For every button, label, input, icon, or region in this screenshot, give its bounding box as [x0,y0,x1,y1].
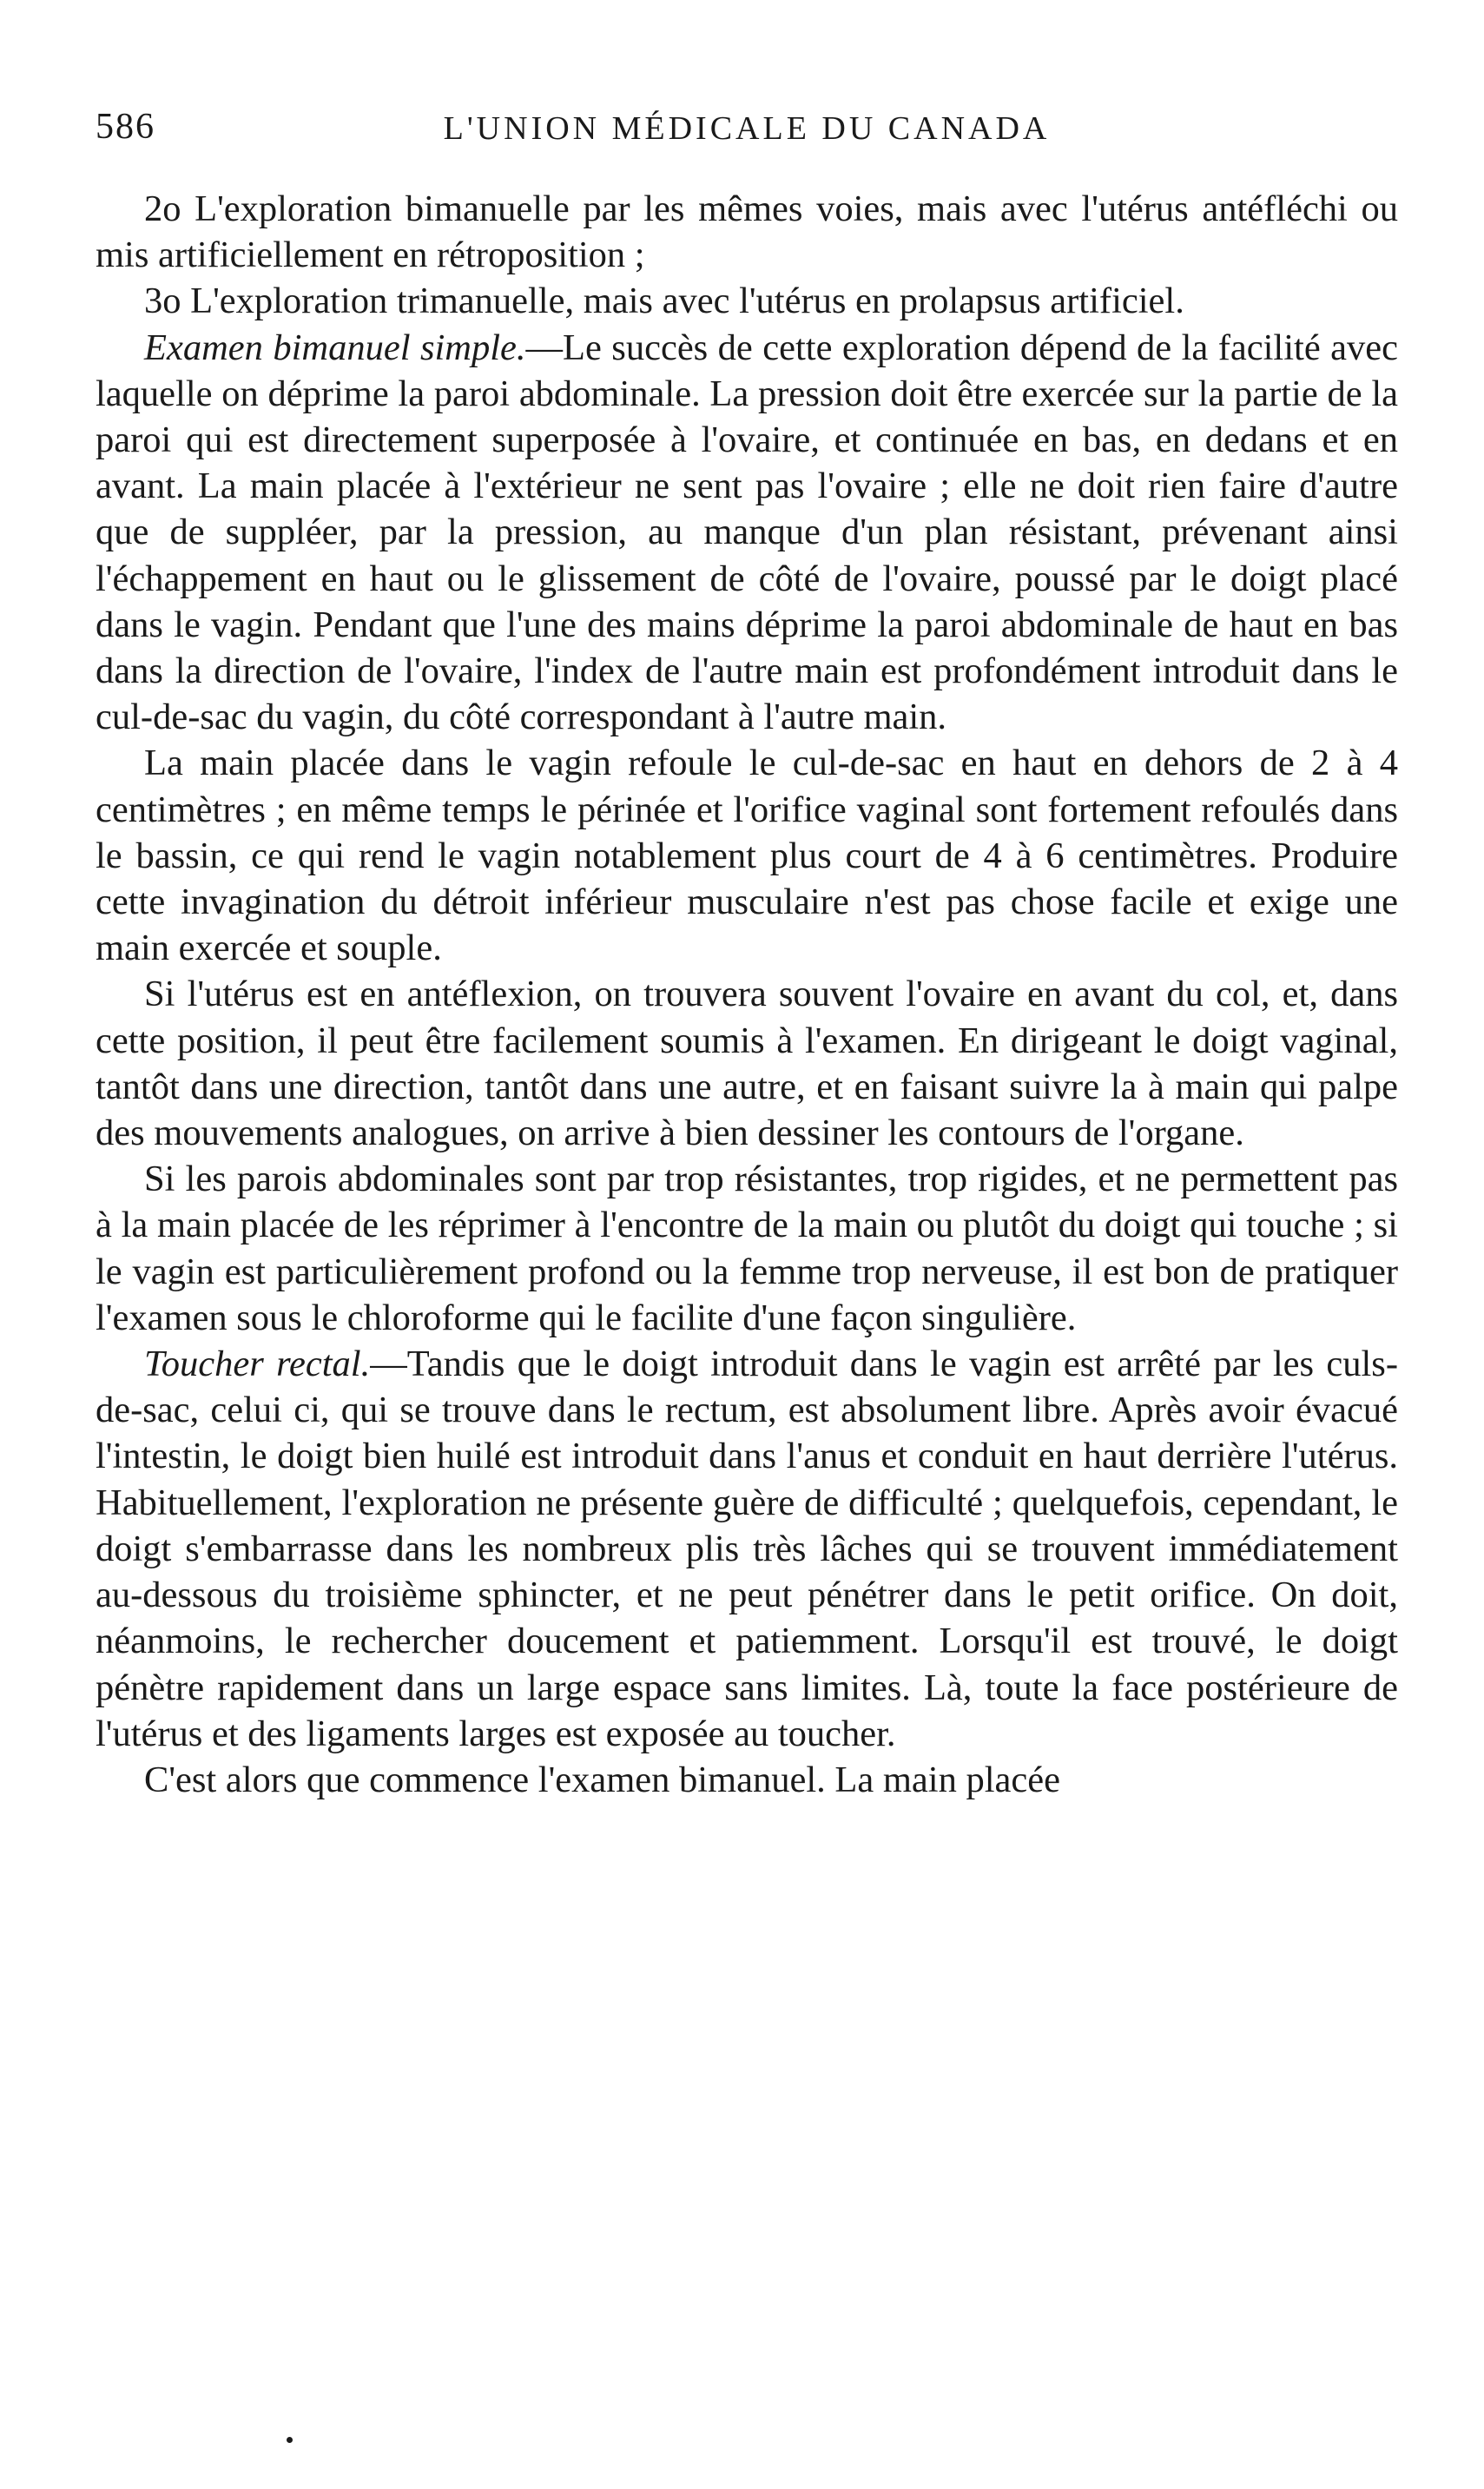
paragraph-1 [96,186,1398,278]
paragraph-text: 3o L'exploration trimanuelle, mais avec l'utérus en prolapsus artificiel. [144,281,1184,322]
print-dot-mark [287,2437,293,2443]
document-page [96,87,1398,1803]
section-lead-examen-bimanuel: Examen bimanuel simple. [144,327,526,368]
page-header [96,87,1398,156]
paragraph-6 [96,1156,1398,1341]
paragraph-text: 2o L'exploration bimanuelle par les mêmes voies, mais avec l'utérus antéfléchi ou mis artificiellement en rétroposition ; [96,188,1398,276]
paragraph-text: C'est alors que commence l'examen bimanuel. La main placée [144,1759,1060,1800]
paragraph-text: —Tandis que le doigt introduit dans le vagin est arrêté par les culs-de-sac, celui ci, qui se trouve dans le rectum, est absolument libre. Après avoir évacué l'intestin, le doigt bien huilé est introduit dans l'anus et conduit en haut derrière l'utérus. Habituellement, l'exploration ne présente guère de difficulté ; quelquefois, cependant, le doigt s'embarrasse dans les nombreux plis très lâches qui se trouvent immédiatement au-dessous du troisième sphincter, et ne peut pénétrer dans le petit orifice. On doit, néanmoins, le rechercher doucement et patiemment. Lorsqu'il est trouvé, le doigt pénètre rapidement dans un large espace sans limites. Là, toute la face postérieure de l'utérus et des ligaments larges est exposée au toucher. [96,1344,1398,1754]
running-title: L'UNION MÉDICALE DU CANADA [443,110,1051,147]
paragraph-8 [96,1757,1398,1803]
paragraph-2 [96,278,1398,324]
paragraph-7 [96,1341,1398,1757]
paragraph-text: Si les parois abdominales sont par trop résistantes, trop rigides, et ne permettent pas à la main placée de les réprimer à l'encontre de la main ou plutôt du doigt qui touche ; si le vagin est particulièrement profond ou la femme trop nerveuse, il est bon de pratiquer l'examen sous le chloroforme qui le facilite d'une façon singulière. [96,1159,1398,1338]
paragraph-5 [96,971,1398,1156]
paragraph-text: —Le succès de cette exploration dépend de la facilité avec laquelle on déprime la paroi abdominale. La pression doit être exercée sur la partie de la paroi qui est directement superposée à l'ovaire, et continuée en bas, en dedans et en avant. La main placée à l'extérieur ne sent pas l'ovaire ; elle ne doit rien faire d'autre que de suppléer, par la pression, au manque d'un plan résistant, prévenant ainsi l'échappement en haut ou le glissement de côté de l'ovaire, poussé par le doigt placé dans le vagin. Pendant que l'une des mains déprime la paroi abdominale de haut en bas dans la direction de l'ovaire, l'index de l'autre main est profondément introduit dans le cul-de-sac du vagin, du côté correspondant à l'autre main. [96,327,1398,738]
paragraph-3 [96,325,1398,741]
article-body [96,186,1398,1803]
paragraph-4 [96,740,1398,971]
paragraph-text: Si l'utérus est en antéflexion, on trouvera souvent l'ovaire en avant du col, et, dans cette position, il peut être facilement soumis à l'examen. En dirigeant le doigt vaginal, tantôt dans une direction, tantôt dans une autre, et en faisant suivre la à main qui palpe des mouvements analogues, on arrive à bien dessiner les contours de l'organe. [96,974,1398,1154]
paragraph-text: La main placée dans le vagin refoule le cul-de-sac en haut en dehors de 2 à 4 centimètres ; en même temps le périnée et l'orifice vaginal sont fortement refoulés dans le bassin, ce qui rend le vagin notablement plus court de 4 à 6 centimètres. Produire cette invagination du détroit inférieur musculaire n'est pas chose facile et exige une main exercée et souple. [96,743,1398,969]
page-number: 586 [96,107,155,147]
section-lead-toucher-rectal: Toucher rectal. [144,1344,371,1385]
